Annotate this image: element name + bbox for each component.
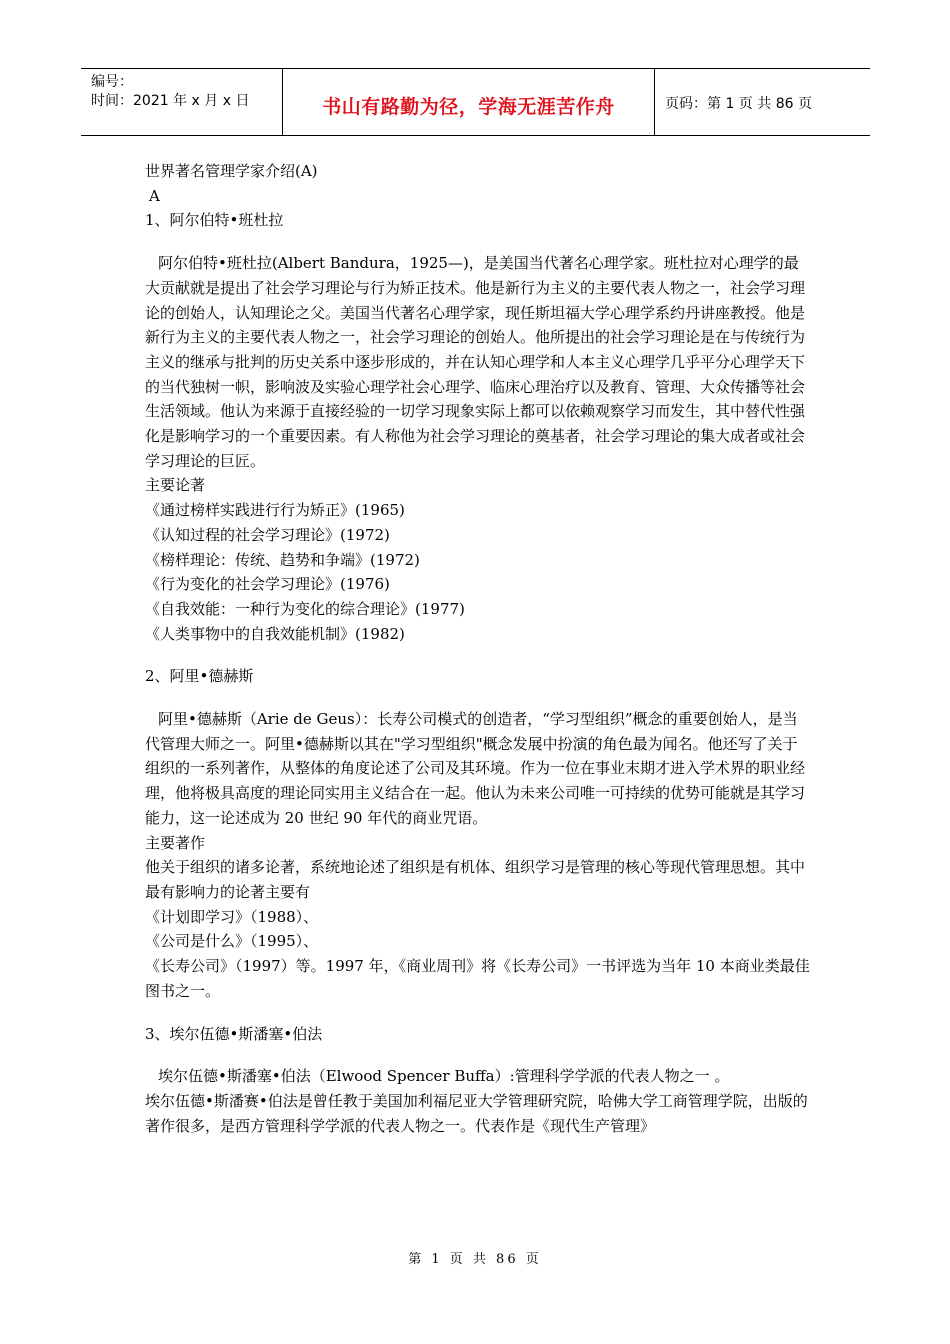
- section-2-intro: 他关于组织的诸多论著，系统地论述了组织是有机体、组织学习是管理的核心等现代管理思想。其中最有影响力的论著主要有: [145, 858, 806, 901]
- work-item: 《行为变化的社会学习理论》(1976): [145, 575, 390, 594]
- work-item: 《榜样理论：传统、趋势和争端》(1972): [145, 550, 420, 569]
- document-body: [145, 159, 810, 1138]
- work-item: 《计划即学习》（1988）、: [145, 907, 319, 926]
- header-divider: [654, 69, 655, 136]
- section-2-works-label: 主要著作: [145, 833, 206, 852]
- section-heading-2: 2、阿里•德赫斯: [145, 667, 254, 686]
- work-item: 《公司是什么》（1995）、: [145, 932, 319, 951]
- spacer: [145, 1004, 810, 1022]
- section-2-paragraph: 阿里•德赫斯（Arie de Geus）：长寿公司模式的创造者，“学习型组织”概念的重要创始人，是当代管理大师之一。阿里•德赫斯以其在"学习型组织"概念发展中扮演的角色最为闻名。他还写了关于组织的一系列著作，从整体的角度论述了公司及其环境。作为一位在事业末期才进入学术界的职业经理，他将极具高度的理论同实用主义结合在一起。他认为未来公司唯一可持续的优势可能就是其学习能力，这一论述成为 20 世纪 90 年代的商业咒语。: [145, 710, 806, 827]
- header-motto: 书山有路勤为径，学海无涯苦作舟: [322, 96, 615, 118]
- document-title: 世界著名管理学家介绍(A): [145, 162, 318, 180]
- work-item: 《长寿公司》（1997）等。1997 年，《商业周刊》将《长寿公司》一书评选为当年 10 本商业类最佳图书之一。: [145, 957, 810, 1000]
- page-footer: 第 1 页 共 86 页: [408, 1252, 542, 1267]
- spacer: [145, 233, 810, 251]
- spacer: [145, 1046, 810, 1064]
- header-page-info: 页码：第 1 页 共 86 页: [665, 96, 812, 112]
- work-item: 《认知过程的社会学习理论》(1972): [145, 525, 390, 544]
- section-heading-3: 3、埃尔伍德•斯潘塞•伯法: [145, 1024, 323, 1043]
- section-letter: A: [149, 186, 160, 205]
- document-number-label: 编号：: [91, 74, 133, 90]
- spacer: [145, 646, 810, 664]
- document-date-label: 时间：2021 年 x 月 x 日: [91, 93, 250, 109]
- work-item: 《人类事物中的自我效能机制》(1982): [145, 624, 405, 643]
- section-3-paragraph-1: 埃尔伍德•斯潘塞•伯法（Elwood Spencer Buffa）:管理科学学派的代表人物之一 。: [158, 1067, 730, 1086]
- header-meta: [91, 73, 249, 111]
- work-item: 《自我效能：一种行为变化的综合理论》(1977): [145, 599, 465, 618]
- section-3-paragraph-2: 埃尔伍德•斯潘赛•伯法是曾任教于美国加利福尼亚大学管理研究院，哈佛大学工商管理学院，出版的著作很多，是西方管理科学学派的代表人物之一。代表作是《现代生产管理》: [145, 1091, 808, 1135]
- work-item: 《通过榜样实践进行行为矫正》(1965): [145, 501, 405, 520]
- spacer: [145, 689, 810, 707]
- section-1-paragraph: 阿尔伯特•班杜拉(Albert Bandura，1925—)，是美国当代著名心理学家。班杜拉对心理学的最大贡献就是提出了社会学习理论与行为矫正技术。他是新行为主义的主要代表人物之一，社会学习理论的创始人，认知理论之父。美国当代著名心理学家，现任斯坦福大学心理学系约丹讲座教授。他是新行为主义的主要代表人物之一，社会学习理论的创始人。他所提出的社会学习理论是在与传统行为主义的继承与批判的历史关系中逐步形成的，并在认知心理学和人本主义心理学几乎平分心理学天下的当代独树一帜，影响波及实验心理学社会心理学、临床心理治疗以及教育、管理、大众传播等社会生活领域。他认为来源于直接经验的一切学习现象实际上都可以依赖观察学习而发生，其中替代性强化是影响学习的一个重要因素。有人称他为社会学习理论的奠基者，社会学习理论的集大成者或社会学习理论的巨匠。: [145, 254, 806, 470]
- page-header: [81, 68, 870, 136]
- section-heading-1: 1、阿尔伯特•班杜拉: [145, 211, 284, 230]
- section-1-works-label: 主要论著: [145, 476, 206, 495]
